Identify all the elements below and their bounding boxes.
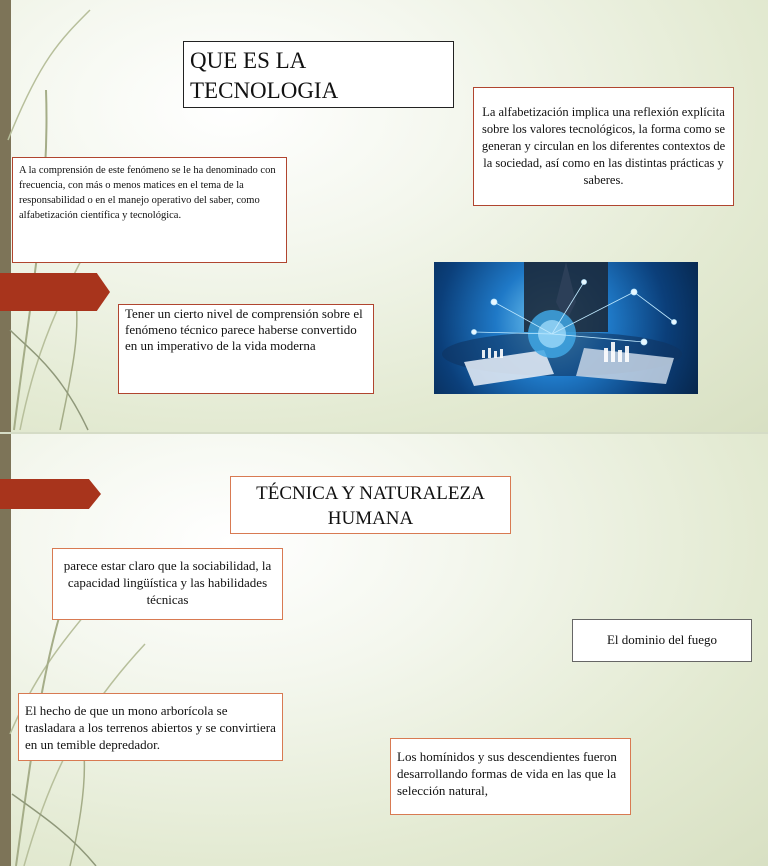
technology-network-image — [434, 262, 698, 394]
text-box-mono-arboricola — [18, 693, 283, 761]
red-arrow-marker — [0, 479, 101, 509]
slide-1 — [0, 0, 768, 432]
text-box-content: El hecho de que un mono arborícola se trasladara a los terrenos abiertos y se convirtiera en un temible depredador. — [25, 703, 276, 752]
text-box-content: Los homínidos y sus descendientes fueron desarrollando formas de vida en las que la selección natural, — [397, 749, 617, 798]
network-globe-illustration — [434, 262, 698, 394]
text-box-content: parece estar claro que la sociabilidad, la capacidad lingüística y las habilidades técnicas — [63, 558, 272, 607]
text-box-content: El dominio del fuego — [606, 632, 718, 647]
text-box-content: Tener un cierto nivel de comprensión sobre el fenómeno técnico parece haberse convertido en un imperativo de la vida moderna — [125, 306, 363, 353]
slide-title-line-2: TECNOLOGIA — [190, 78, 339, 103]
slide-title-box — [183, 41, 454, 108]
text-box-hominidos — [390, 738, 631, 815]
text-box-content: A la comprensión de este fenómeno se le ha denominado con frecuencia, con más o menos matices en el tema de la responsabilidad o en el manejo operativo del saber, como alfabetización científica y tecnológica. — [19, 165, 276, 221]
slide-title-line-1: QUE ES LA — [190, 48, 307, 73]
text-box-alfabetizacion-reflexion — [473, 87, 734, 206]
red-arrow-marker — [0, 273, 110, 311]
text-box-dominio-fuego — [572, 619, 752, 662]
slide-title-box — [230, 476, 511, 534]
text-box-content: La alfabetización implica una reflexión explícita sobre los valores tecnológicos, la forma como se generan y circulan en los diferentes contextos de la sociedad, así como en las distintas prácticas y saberes. — [481, 105, 726, 187]
text-box-imperativo-moderno — [118, 304, 374, 394]
slide-title: TÉCNICA Y NATURALEZA HUMANA — [256, 483, 485, 529]
slide-2 — [0, 434, 768, 866]
text-box-alfabetizacion-cientifica — [12, 157, 287, 263]
text-box-sociabilidad — [52, 548, 283, 620]
